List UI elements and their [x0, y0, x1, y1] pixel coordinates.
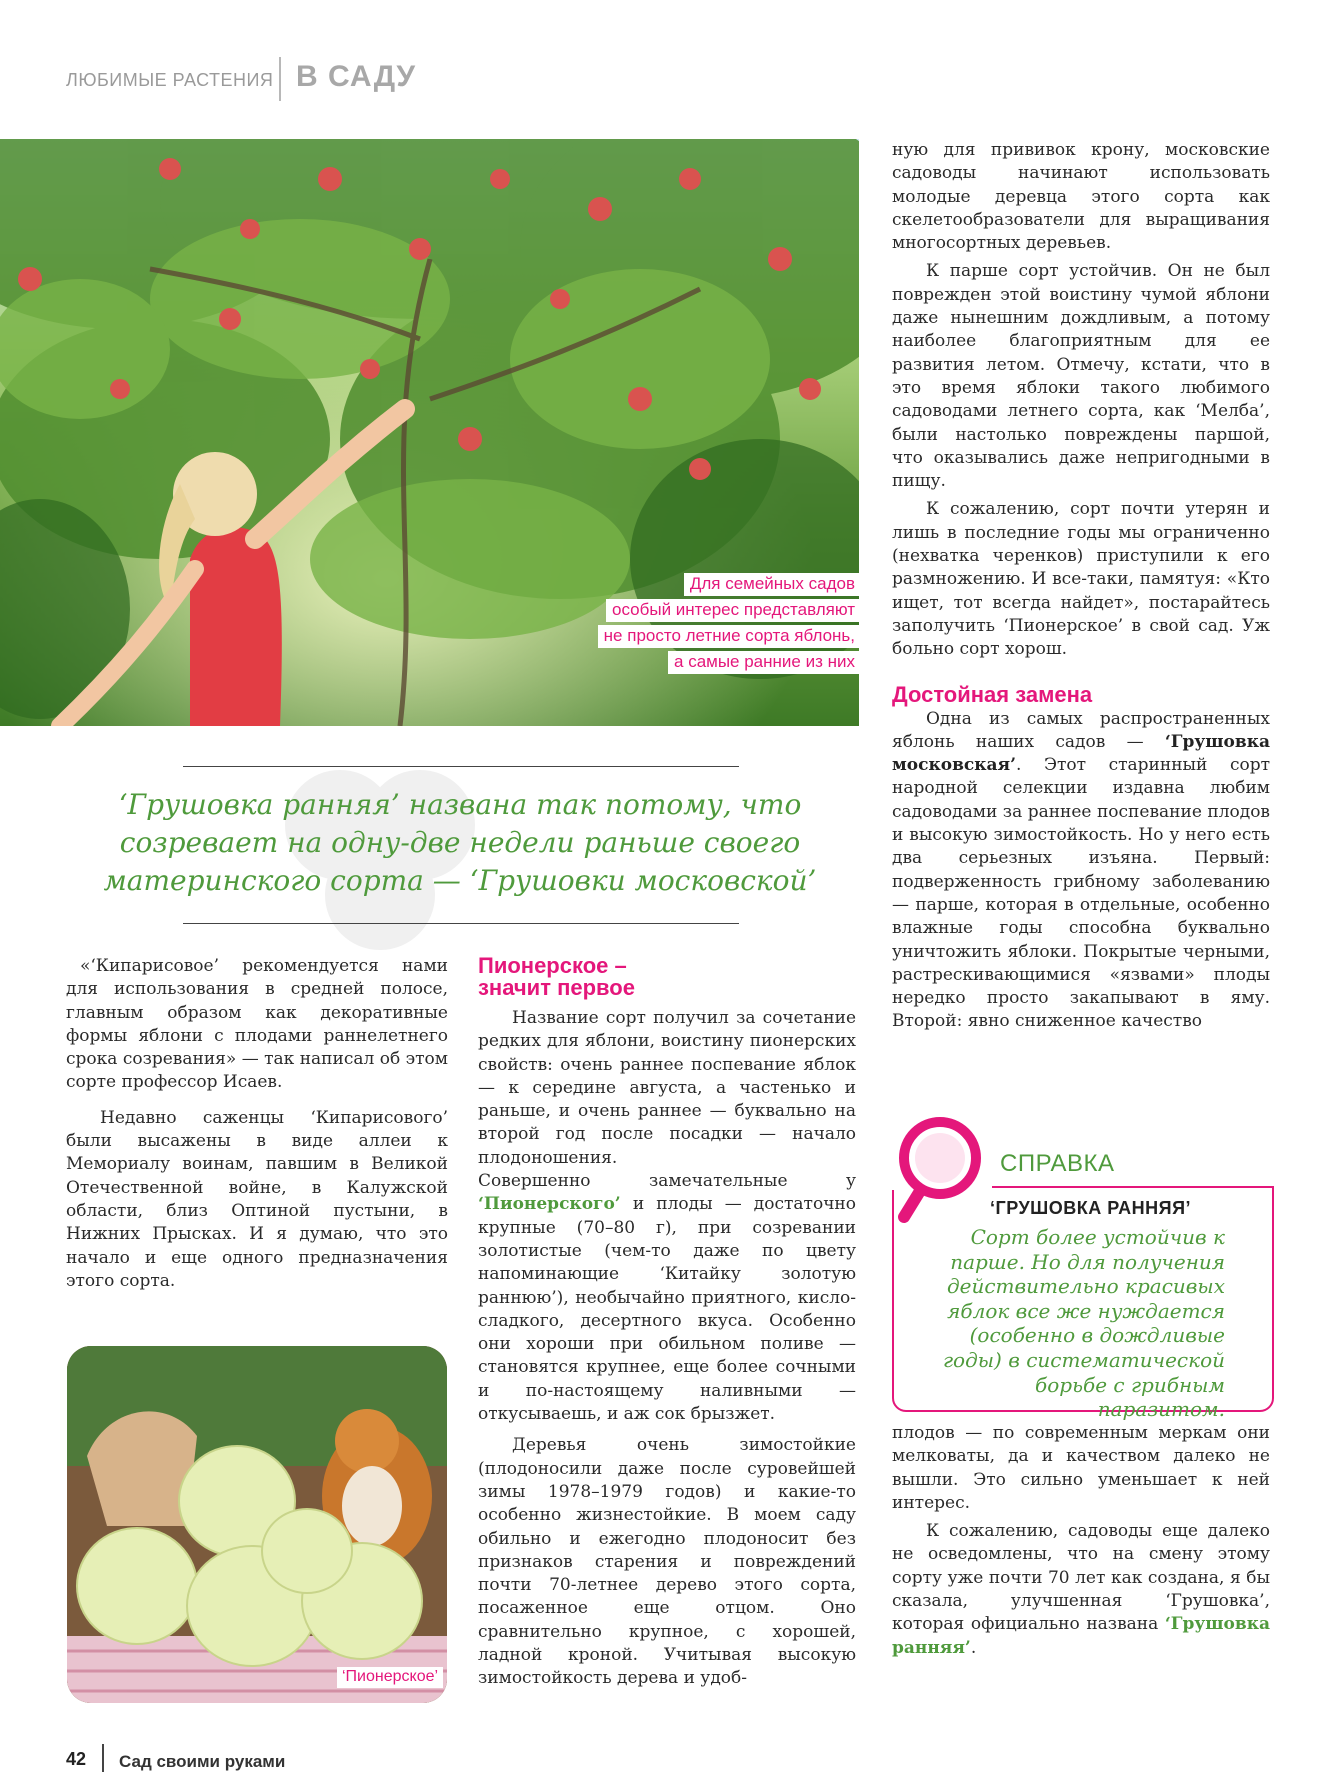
paragraph: Название сорт получил за сочетание редких для яблони, воистину пионерских свойств: очень раннее поспевание яблок — к середине августа, а частенько и раньше, и очень раннее — буквально на второй год после посадки — начало плодоношения. — [478, 1008, 856, 1168]
paragraph: Деревья очень зимостойкие (плодоносили даже после суровейшей зимы 1978–1979 годов) и какие-то особенно жизнестойкие. В моем саду обильно и ежегодно плодоносит без признаков старения и повреждений почти 70-летнее дерево этого сорта, посаженное еще отцом. Оно сравнительно крупное, с хорошей, ладной кроной. Учитывая высокую зимостойкость дерева и удоб- — [478, 1435, 856, 1689]
text-run: . — [970, 1637, 977, 1658]
text-run: Одна из самых распространенных яблонь наших садов — — [892, 708, 1270, 752]
magazine-title: Сад своими руками — [119, 1752, 286, 1771]
paragraph — [478, 1170, 856, 1426]
paragraph: К сожалению, сорт почти утерян и лишь в последние годы мы ограниченно (нехватка черенков) приступили к его размножению. И все-таки, памятуя: «Кто ищет, тот всегда найдет», постарайтесь заполучить ‘Пионерское’ в свой сад. Уж больно сорт хорош. — [892, 499, 1270, 660]
heading-line: значит первое — [478, 975, 635, 1000]
paragraph — [892, 1520, 1270, 1660]
info-box-label: СПРАВКА — [1000, 1150, 1115, 1177]
text-run: К сожалению, садоводы еще далеко не осведомлены, что на смену этому сорту уже почти 70 лет как создана, я бы сказала, улучшенная ‘Грушовка’, которая официально названа — [892, 1521, 1270, 1635]
page-number: 42 — [66, 1749, 87, 1769]
section-heading — [478, 955, 856, 999]
paragraph — [892, 708, 1270, 1034]
apples-illustration — [67, 1346, 447, 1703]
hero-caption — [598, 573, 859, 677]
pionerskoe-caption: ‘Пионерское’ — [337, 1667, 443, 1688]
pionerskoe-photo — [67, 1346, 447, 1703]
paragraph: ную для прививок крону, московские садоводы начинают использовать молодые деревца этого сорта как скелетообразователи для выращивания многосортных деревьев. — [892, 140, 1270, 254]
paragraph: «‘Кипарисовое’ рекомендуется нами для использования в средней полосе, главным образом как декоративные формы яблони с плодами раннелетнего срока созревания» — так написал об этом сорте профессор Исаев. — [66, 956, 448, 1093]
info-box-heading: ‘ГРУШОВКА РАННЯЯ’ — [990, 1198, 1192, 1218]
footer-divider — [102, 1744, 104, 1772]
hero-photo — [0, 139, 859, 726]
section-heading: Достойная замена — [892, 681, 1093, 707]
pullquote-rule-bottom — [183, 923, 739, 924]
hero-caption-line: а самые ранние из них — [668, 651, 859, 674]
column-1 — [66, 955, 448, 1293]
text-run: . Этот старинный сорт народной селекции издавна любим садоводами за раннее поспевание плодов и высокую зимостойкость. Но у него есть два серьезных изъяна. Первый: подверженность грибному заболеванию — парше, которая в отдельные, особенно влажные годы способна буквально уничтожить яблоки. Покрытые черными, растрескивающимися «язвами» плоды нередко просто закапывают в яму. Второй: явно сниженное качество — [892, 755, 1270, 1032]
variety-name: ‘Грушовка ранняя’ — [892, 1614, 1270, 1658]
section-label: ЛЮБИМЫЕ РАСТЕНИЯ — [66, 70, 274, 90]
column-3-top — [892, 139, 1270, 1034]
info-box-text: Сорт более устойчив к парше. Но для получения действительно красивых яблок все же нуждается (особенно в дождливые годы) в систематической борьбе с грибным паразитом. — [942, 1225, 1225, 1422]
paragraph: К парше сорт устойчив. Он не был поврежден этой воистину чумой яблони даже нынешним дождливым, а потому наиболее благоприятным для ее развития летом. Отмечу, кстати, что в это время яблоки такого любимого садоводами летнего сорта, как ‘Мелба’, были настолько повреждены паршой, что оказывались даже непригодными в пищу. — [892, 261, 1270, 492]
column-3-bottom — [892, 1422, 1270, 1660]
paragraph: плодов — по современным меркам они мелковаты, да и качеством далеко не вышли. Это сильно уменьшает к ней интерес. — [892, 1423, 1270, 1513]
heading-line: Пионерское – — [478, 953, 627, 978]
pullquote-rule-top — [183, 766, 739, 767]
text-run: Совершенно замечательные у — [478, 1171, 856, 1192]
magnifier-icon — [890, 1113, 990, 1233]
column-2 — [478, 955, 856, 1691]
pullquote: ‘Грушовка ранняя’ названа так потому, что созревает на одну-две недели раньше своего материнского сорта — ‘Грушовки московской’ — [103, 788, 817, 897]
hero-caption-line: Для семейных садов — [684, 573, 859, 596]
hero-caption-line: не просто летние сорта яблонь, — [598, 625, 859, 648]
hero-caption-line: особый интерес представляют — [606, 599, 859, 622]
section-title: В САДУ — [296, 60, 417, 93]
text-run: и плоды — достаточно крупные (70–80 г), при созревании золотистые (чем-то даже по цвету напоминающие ‘Китайку золотую раннюю’), необычайно приятного, кисло-сладкого, десертного вкуса. Особенно они хороши при обильном поливе — становятся крупнее, еще более сочными и по-настоящему наливными — откусываешь, и аж сок брызжет. — [478, 1194, 856, 1425]
header-divider — [279, 57, 281, 101]
variety-name: ‘Грушовка московская’ — [892, 731, 1270, 776]
paragraph: Недавно саженцы ‘Кипарисового’ были высажены в виде аллеи к Мемориалу воинам, павшим в Великой Отечественной войне, в Калужской области, близ Оптиной пустыни, в Нижних Прысках. И я думаю, что это начало и еще одного предназначения этого сорта. — [66, 1107, 448, 1291]
variety-name: ‘Пионерского’ — [478, 1194, 621, 1215]
